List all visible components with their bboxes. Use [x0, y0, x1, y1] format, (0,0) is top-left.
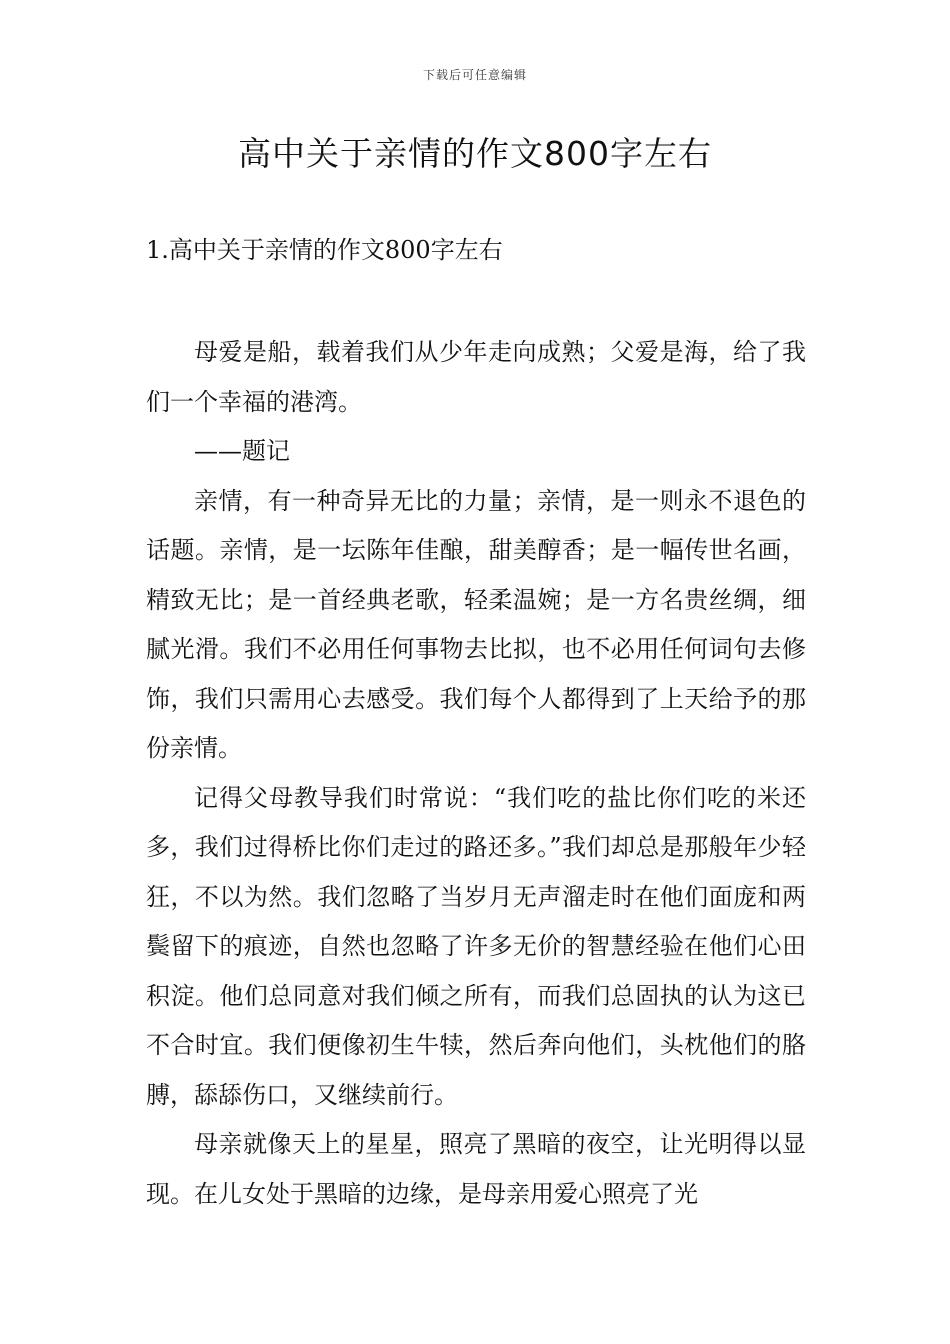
body-text	[146, 328, 806, 1219]
header-note: 下载后可任意编辑	[422, 68, 527, 82]
section-heading: 1.高中关于亲情的作文800字左右	[146, 236, 503, 264]
paragraph-epigraph-attribution: ——题记	[194, 437, 290, 465]
paragraph-family-love: 亲情，有一种奇异无比的力量；亲情，是一则永不退色的话题。亲情，是一坛陈年佳酿，甜美醇香；是一幅传世名画，精致无比；是一首经典老歌，轻柔温婉；是一方名贵丝绸，细腻光滑。我们不必用任何事物去比拟，也不必用任何词句去修饰，我们只需用心去感受。我们每个人都得到了上天给予的那份亲情。	[146, 486, 806, 762]
paragraph-mother-star: 母亲就像天上的星星，照亮了黑暗的夜空，让光明得以显现。在儿女处于黑暗的边缘，是母亲用爱心照亮了光	[146, 1130, 806, 1208]
paragraph-epigraph: 母爱是船，载着我们从少年走向成熟；父爱是海，给了我们一个幸福的港湾。	[146, 338, 806, 416]
document-title: 高中关于亲情的作文800字左右	[238, 134, 712, 173]
paragraph-parents-teaching: 记得父母教导我们时常说：“我们吃的盐比你们吃的米还多，我们过得桥比你们走过的路还多。”我们却总是那般年少轻狂，不以为然。我们忽略了当岁月无声溜走时在他们面庞和两鬓留下的痕迹，自然也忽略了许多无价的智慧经验在他们心田积淀。他们总同意对我们倾之所有，而我们总固执的认为这已不合时宜。我们便像初生牛犊，然后奔向他们，头枕他们的胳膊，舔舔伤口，又继续前行。	[146, 783, 806, 1109]
